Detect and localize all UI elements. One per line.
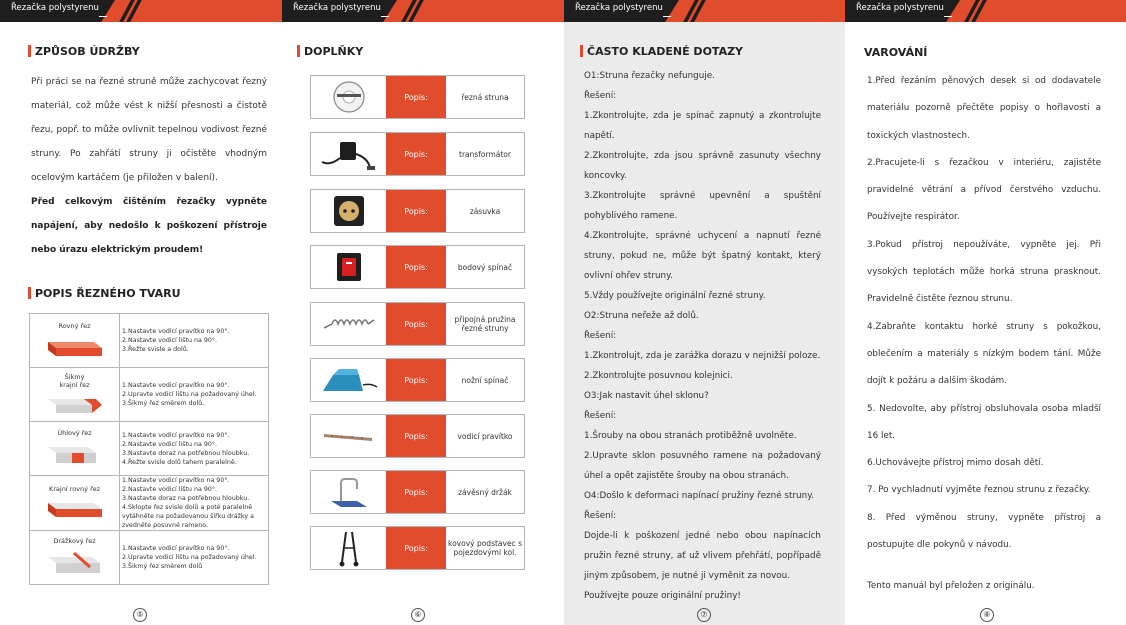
faq-line: Dojde-li k poškození jedné nebo obou napínacích pružin řezné struny, ať už vlivem přehřátí, popřípadě jiným způsobem, je nutné ji vyměnit za novou. xyxy=(584,531,821,581)
cut-step: 4.Sklopte řez svisle dolů a poté paralelně vytáhněte na požadovanou šířku drážky a zvedněte posuvné rameno. xyxy=(122,504,254,529)
page-warnings xyxy=(845,0,1126,625)
description-label: Popis: xyxy=(386,415,446,457)
cut-step: 2.Upravte vodicí lištu na požadovaný úhel. xyxy=(122,391,257,398)
faq-question: O4:Došlo k deformaci napínací pružiny řezné struny. xyxy=(584,491,814,501)
faq-solution-label: Řešení: xyxy=(584,511,617,521)
cut-steps-cell xyxy=(120,422,269,476)
warning-item: 4.Zabraňte kontaktu horké struny s pokožkou, oblečením a materiály s nízkým bodem tání. Může dojít k požáru a dalším škodám. xyxy=(867,321,1101,387)
cut-name: Drážkový řez xyxy=(53,537,96,545)
cut-step: 1.Nastavte vodicí pravítko na 90°. xyxy=(122,431,230,439)
section-title-text: ZPŮSOB ÚDRŽBY xyxy=(35,45,140,58)
accessory-name: transformátor xyxy=(459,149,511,159)
cut-name-cell xyxy=(30,476,120,531)
faq-content xyxy=(584,66,821,606)
accessory-row xyxy=(310,302,525,346)
cut-step: 1.Nastavte vodicí pravítko na 90°. xyxy=(122,477,230,484)
faq-question: O2:Struna neřeže až dolů. xyxy=(584,311,699,321)
cut-steps-cell xyxy=(120,476,269,531)
accessory-row xyxy=(310,358,525,402)
warning-item: 2.Pracujete-li s řezačkou v interiéru, zajistěte pravidelné větrání a přívod čerstvého vzduchu. Používejte respirátor. xyxy=(867,157,1101,223)
straight-cut-illustration xyxy=(44,334,106,358)
angle-cut-illustration xyxy=(44,441,106,467)
accessory-name: řezná struna xyxy=(461,92,509,102)
section-title-text: VAROVÁNÍ xyxy=(864,46,928,59)
page-number: ⑧ xyxy=(980,608,994,622)
description-label: Popis: xyxy=(386,527,446,569)
cut-steps-cell xyxy=(120,314,269,368)
faq-solution-label: Řešení: xyxy=(584,331,617,341)
cut-name-cell xyxy=(30,314,120,368)
faq-line: 1.Zkontrolujt, zda je zarážka dorazu v nejnižší poloze. xyxy=(584,351,821,361)
description-label: Popis: xyxy=(386,246,446,288)
switch-icon xyxy=(311,246,386,288)
faq-solution-label: Řešení: xyxy=(584,91,617,101)
description-label: Popis: xyxy=(386,471,446,513)
cut-step: 1.Nastavte vodicí pravítko na 90°. xyxy=(122,328,230,335)
maintenance-warning: Před celkovým čištěním řezačky vypněte napájení, aby nedošlo k poškození přístroje nebo úrazu elektrickým proudem! xyxy=(31,197,267,255)
faq-line: 2.Upravte sklon posuvného ramene na požadovaný úhel a opět zajistěte šrouby na obou stranách. xyxy=(584,451,821,481)
header-title: Řezačka polystyrenu xyxy=(575,3,663,13)
stand-icon xyxy=(311,527,386,569)
accessory-name: kovový podstavec s pojezdovými kol. xyxy=(448,539,522,557)
cut-steps-cell xyxy=(120,368,269,422)
cut-step: 2.Upravte vodicí lištu na požadovaný úhel. xyxy=(122,554,257,561)
bevel-cut-illustration xyxy=(44,393,106,415)
page-maintenance xyxy=(0,0,282,625)
faq-line: 1.Zkontrolujte, zda je spínač zapnutý a zkontrolujte napětí. xyxy=(584,111,821,141)
accessory-row xyxy=(310,470,525,514)
page-number: ⑥ xyxy=(411,608,425,622)
table-row xyxy=(30,422,269,476)
spring-icon xyxy=(311,303,386,345)
section-title-accessories xyxy=(297,45,363,58)
warnings-content xyxy=(867,68,1101,601)
section-title-text: DOPLŇKY xyxy=(304,45,364,58)
cut-name-cell xyxy=(30,368,120,422)
warning-item: 6.Uchovávejte přístroj mimo dosah dětí. xyxy=(867,458,1044,469)
accessory-row xyxy=(310,132,525,176)
page-number: ⑤ xyxy=(133,608,147,622)
faq-line: 1.Šrouby na obou stranách protiběžně uvolněte. xyxy=(584,431,797,441)
faq-line: 4.Zkontrolujte, správné uchycení a napnutí řezné struny, pokud ne, může být špatný kontakt, který ovlivní ohřev struny. xyxy=(584,231,821,281)
transformer-icon xyxy=(311,133,386,175)
accessory-row xyxy=(310,245,525,289)
warning-item: 3.Pokud přístroj nepoužíváte, vypněte jej. Při vysokých teplotách může horká struna prasknout. Pravidelně čistěte řeznou strunu. xyxy=(867,239,1101,305)
page-header xyxy=(845,0,1126,22)
section-title-faq xyxy=(580,45,743,58)
faq-question: O1:Struna řezačky nefunguje. xyxy=(584,71,715,81)
page-faq xyxy=(564,0,845,625)
faq-line: Používejte pouze originální pružiny! xyxy=(584,591,741,601)
warning-item: 8. Před výměnou struny, vypněte přístroj a postupujte dle pokynů v návodu. xyxy=(867,512,1101,551)
page-number: ⑦ xyxy=(697,608,711,622)
cut-name: Krajní rovný řez xyxy=(48,484,101,493)
hanging-holder-icon xyxy=(311,471,386,513)
description-label: Popis: xyxy=(386,359,446,401)
page-accessories xyxy=(282,0,564,625)
table-row xyxy=(30,531,269,585)
description-label: Popis: xyxy=(386,190,446,232)
ruler-icon xyxy=(311,415,386,457)
accessory-name: bodový spínač xyxy=(457,262,513,272)
description-label: Popis: xyxy=(386,133,446,175)
faq-solution-label: Řešení: xyxy=(584,411,617,421)
page-header xyxy=(0,0,282,22)
accessory-name: vodicí pravítko xyxy=(457,431,513,441)
table-row xyxy=(30,314,269,368)
socket-icon xyxy=(311,190,386,232)
section-title-warnings xyxy=(864,46,927,59)
cut-step: 2.Nastavte vodicí lištu na 90°. xyxy=(122,440,218,448)
cut-shapes-table xyxy=(29,313,269,585)
cut-step: 3.Šikmý řez směrem dolů xyxy=(122,563,203,570)
cut-step: 3.Nastavte doraz na potřebnou hloubku. xyxy=(122,449,250,457)
cut-name: Rovný řez xyxy=(58,322,91,330)
warning-item: 1.Před řezáním pěnových desek si od dodavatele materiálu pozorně přečtěte popisy o hořlavosti a toxických vlastnostech. xyxy=(867,76,1101,141)
table-row xyxy=(30,368,269,422)
page-header xyxy=(564,0,845,22)
section-title-text: ČASTO KLADENÉ DOTAZY xyxy=(587,45,744,58)
cut-step: 1.Nastavte vodicí pravítko na 90°. xyxy=(122,382,230,389)
accessory-name: závěsný držák xyxy=(458,487,512,497)
accessory-name: připojná pružina řezné struny xyxy=(454,315,516,333)
faq-question: O3:Jak nastavit úhel sklonu? xyxy=(584,391,709,401)
cut-name-cell xyxy=(30,422,120,476)
accessory-row xyxy=(310,189,525,233)
cut-step: 3.Řežte svisle a dolů. xyxy=(122,346,189,353)
faq-line: 3.Zkontrolujte správné upevnění a spuštění pohyblivého ramene. xyxy=(584,191,821,221)
section-title-maintenance xyxy=(28,45,140,58)
cut-step: 3.Nastavte doraz na potřebnou hloubku. xyxy=(122,495,250,502)
header-title: Řezačka polystyrenu xyxy=(856,3,944,13)
warning-item: 5. Nedovolte, aby přístroj obsluhovala osoba mladší 16 let. xyxy=(867,403,1101,441)
maintenance-paragraph: Při práci se na řezné struně může zachycovat řezný materiál, což může vést k nižší přesnosti a čistotě řezu, popř. to může ovlivnit tepelnou vodivost řezné struny. Po zahřátí struny ji očistěte vhodným ocelovým kartáčem (je přiložen v balení). xyxy=(31,77,267,183)
cut-name: Šikmý krajní řez xyxy=(59,373,90,389)
table-row xyxy=(30,476,269,531)
accessory-row xyxy=(310,414,525,458)
cut-name-cell xyxy=(30,531,120,585)
translation-note: Tento manuál byl přeložen z originálu. xyxy=(867,581,1035,592)
section-title-cut-shapes xyxy=(28,287,181,300)
page-header xyxy=(282,0,564,22)
cut-step: 1.Nastavte vodicí pravítko na 90°. xyxy=(122,545,230,552)
accessory-name: zásuvka xyxy=(469,206,501,216)
accessory-name: nožní spínač xyxy=(461,375,509,385)
section-title-text: POPIS ŘEZNÉHO TVARU xyxy=(35,287,181,300)
wire-coil-icon xyxy=(311,76,386,118)
cut-step: 2.Nastavte vodicí lištu na 90°. xyxy=(122,486,218,493)
header-title: Řezačka polystyrenu xyxy=(293,3,381,13)
faq-line: 2.Zkontrolujte posuvnou kolejnici. xyxy=(584,371,733,381)
faq-line: 2.Zkontrolujte, zda jsou správně zasunuty všechny koncovky. xyxy=(584,151,821,181)
groove-cut-illustration xyxy=(44,549,106,577)
faq-line: 5.Vždy používejte originální řezné struny. xyxy=(584,291,766,301)
description-label: Popis: xyxy=(386,303,446,345)
description-label: Popis: xyxy=(386,76,446,118)
edge-straight-cut-illustration xyxy=(44,497,106,521)
cut-step: 4.Řežte svisle dolů tahem paralelně. xyxy=(122,458,237,466)
cut-step: 2.Nastavte vodicí lištu na 90°. xyxy=(122,337,218,344)
header-title: Řezačka polystyrenu xyxy=(11,3,99,13)
accessory-row xyxy=(310,526,525,570)
cut-step: 3.Šikmý řez směrem dolů. xyxy=(122,400,205,407)
cut-steps-cell xyxy=(120,531,269,585)
foot-switch-icon xyxy=(311,359,386,401)
accessory-row xyxy=(310,75,525,119)
warning-item: 7. Po vychladnutí vyjměte řeznou strunu z řezačky. xyxy=(867,485,1091,496)
cut-name: Úhlový řez xyxy=(57,429,92,437)
